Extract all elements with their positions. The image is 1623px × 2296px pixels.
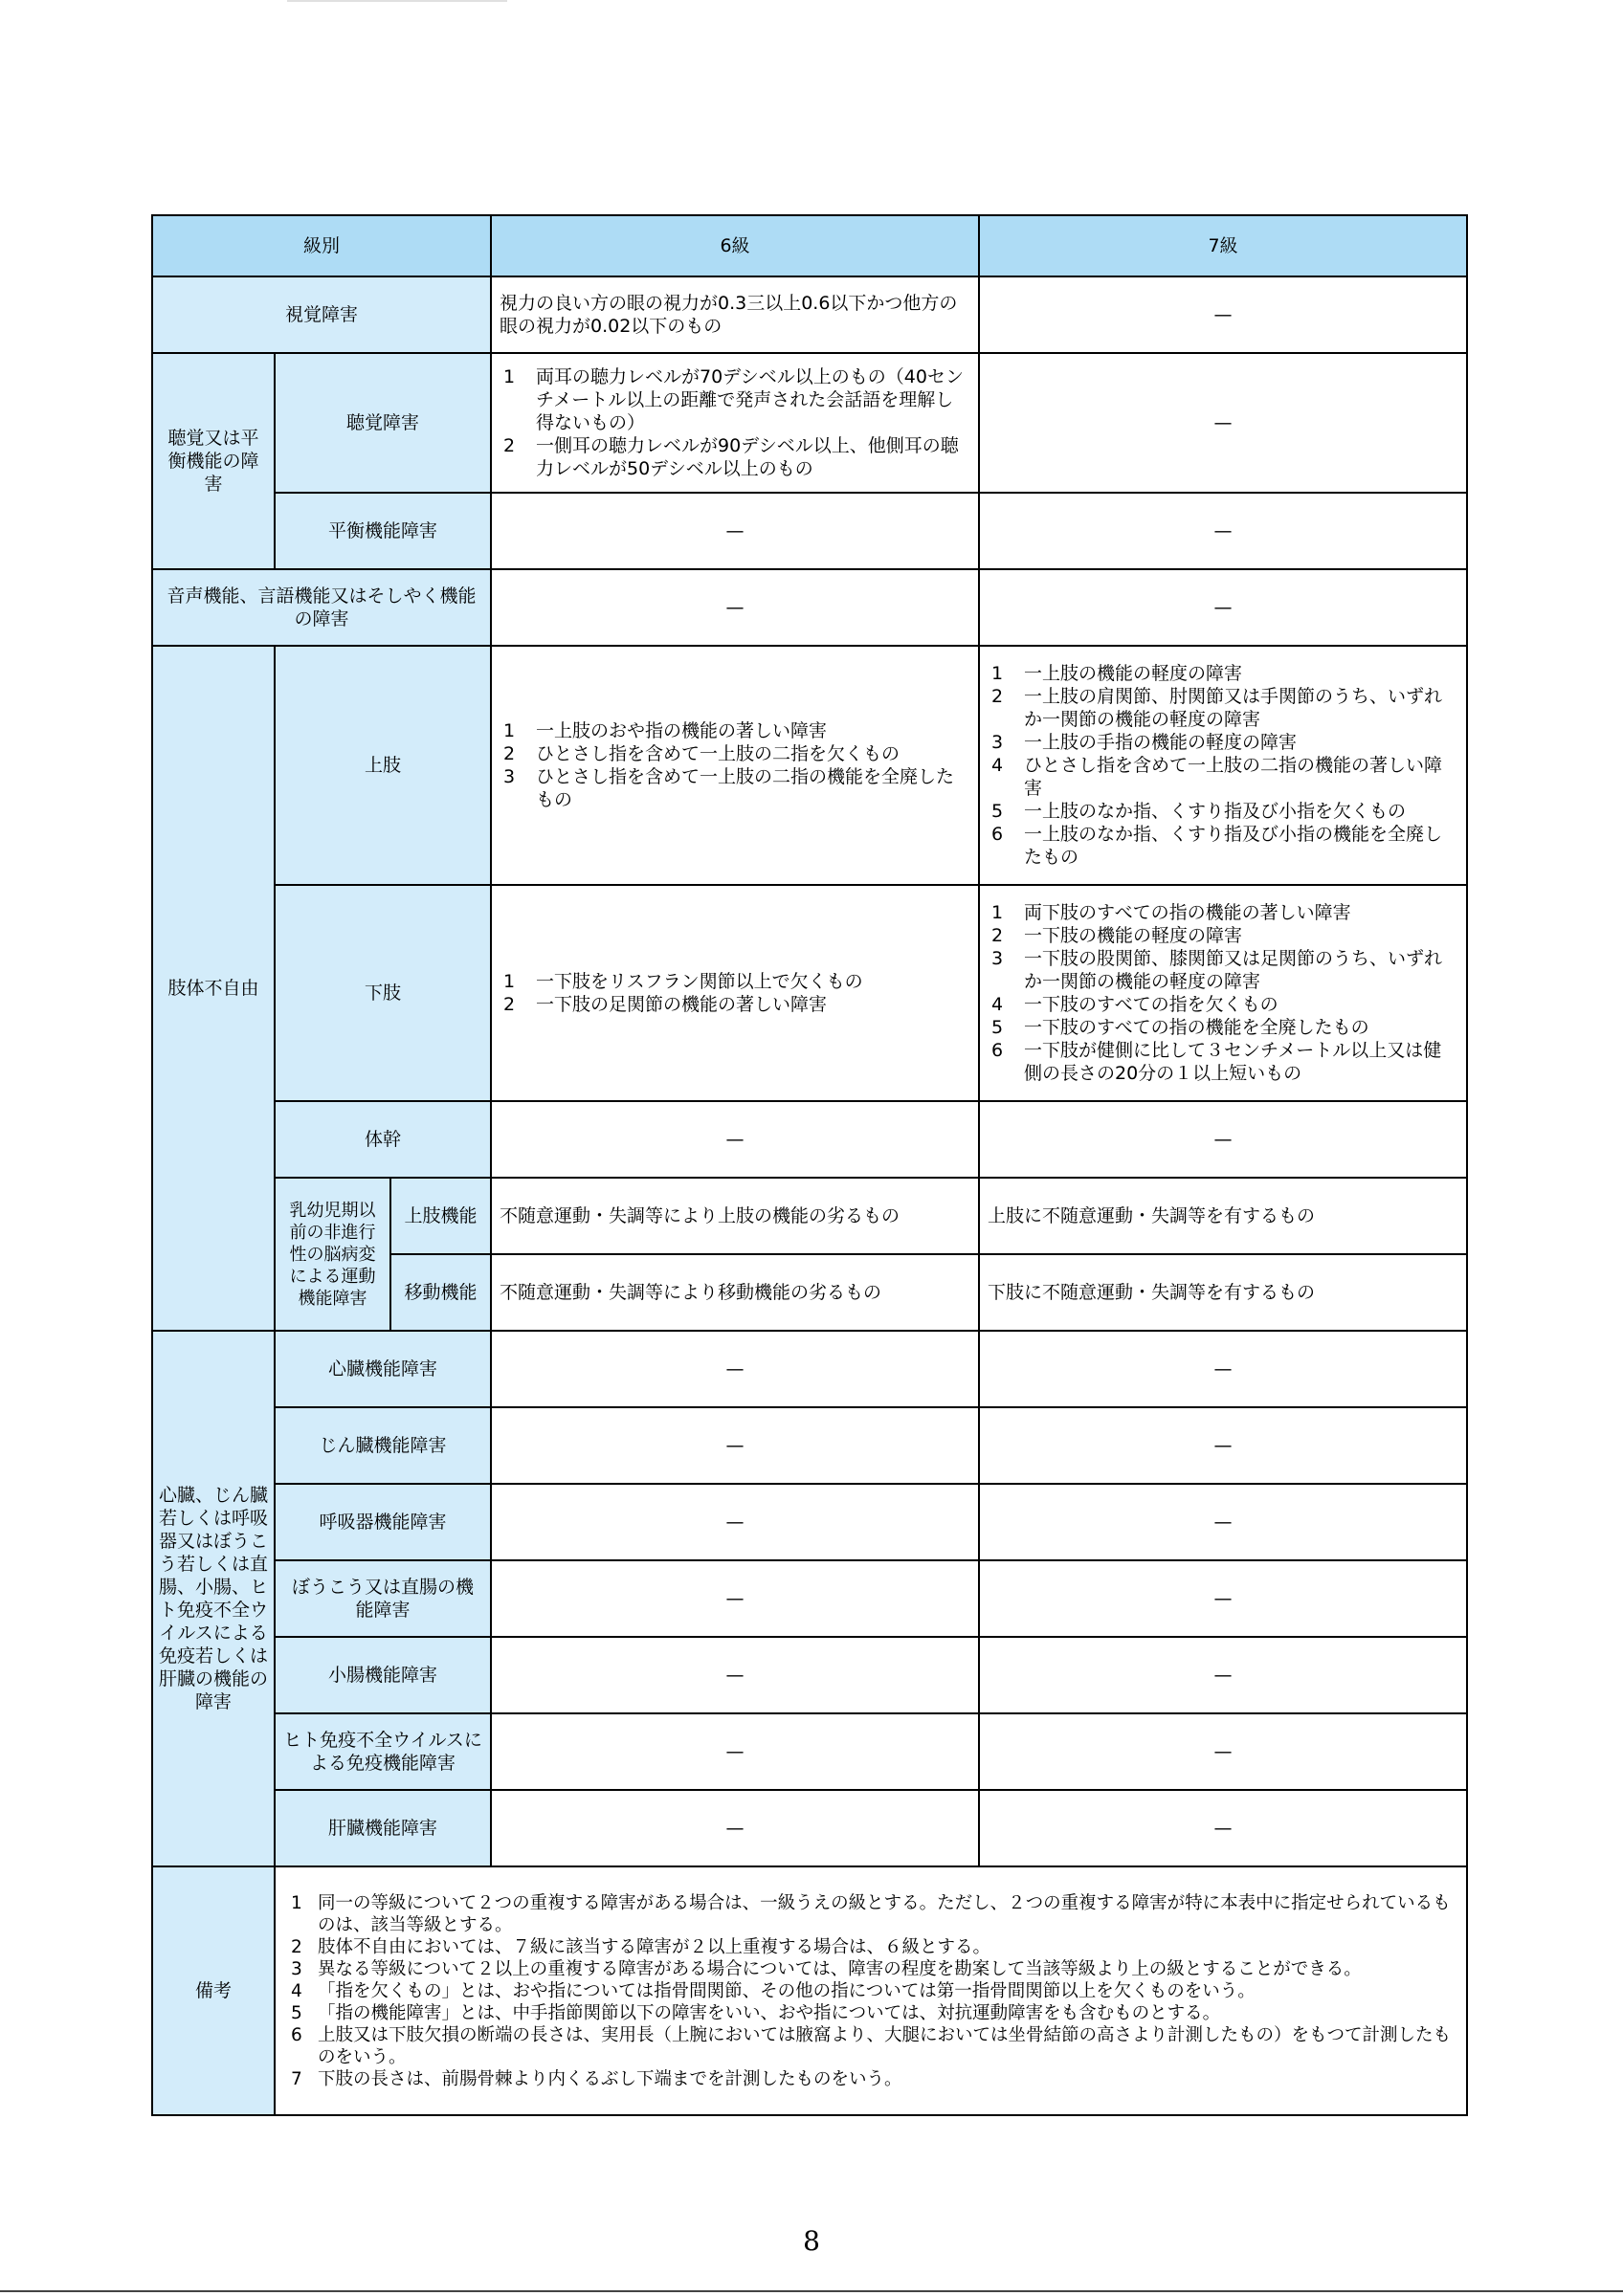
list-item: 3 ひとさし指を含めて一上肢の二指の機能を全廃したもの — [503, 766, 955, 810]
page-number: 8 — [803, 2225, 820, 2257]
balance-label: 平衡機能障害 — [275, 493, 491, 569]
lower-limb-g7 — [979, 885, 1467, 1101]
list-item: 3 一下肢の股関節、膝関節又は足関節のうち、いずれか一関節の機能の軽度の障害 — [991, 948, 1443, 992]
hearing-group-label: 聴覚又は平衡機能の障害 — [152, 353, 275, 569]
bladder-g6: — — [491, 1560, 979, 1637]
cerebral-move-g7: 下肢に不随意運動・失調等を有するもの — [979, 1254, 1467, 1331]
list-item: 1 両耳の聴力レベルが70デシベル以上のもの（40センチメートル以上の距離で発声された会話語を理解し得ないもの） — [503, 366, 964, 433]
vision-g7: — — [979, 276, 1467, 353]
bladder-g7: — — [979, 1560, 1467, 1637]
cerebral-upper-g7: 上肢に不随意運動・失調等を有するもの — [979, 1178, 1467, 1254]
hiv-label: ヒト免疫不全ウイルスによる免疫機能障害 — [275, 1713, 491, 1790]
list-item: 1 一上肢の機能の軽度の障害 — [991, 663, 1243, 684]
cerebral-move-g6: 不随意運動・失調等により移動機能の劣るもの — [491, 1254, 979, 1331]
trunk-g7: — — [979, 1101, 1467, 1178]
bladder-label: ぼうこう又は直腸の機能障害 — [275, 1560, 491, 1637]
respiratory-g6: — — [491, 1484, 979, 1560]
lower-g6-list — [500, 970, 970, 1016]
list-item: 2 ひとさし指を含めて一上肢の二指を欠くもの — [503, 743, 900, 764]
list-item: 3 一上肢の手指の機能の軽度の障害 — [991, 732, 1298, 753]
respiratory-label: 呼吸器機能障害 — [275, 1484, 491, 1560]
list-item: 1 一下肢をリスフラン関節以上で欠くもの — [503, 971, 863, 992]
list-item: 2 一上肢の肩関節、肘関節又は手関節のうち、いずれか一関節の機能の軽度の障害 — [991, 686, 1443, 730]
grade6-header: 6級 — [491, 215, 979, 276]
hiv-g7: — — [979, 1713, 1467, 1790]
respiratory-g7: — — [979, 1484, 1467, 1560]
balance-g7: — — [979, 493, 1467, 569]
vision-label: 視覚障害 — [152, 276, 491, 353]
limb-group-label: 肢体不自由 — [152, 646, 275, 1331]
heart-g7: — — [979, 1331, 1467, 1407]
cerebral-upper-label: 上肢機能 — [390, 1178, 491, 1254]
balance-g6: — — [491, 493, 979, 569]
liver-g6: — — [491, 1790, 979, 1866]
upper-g7-list — [988, 662, 1458, 869]
internal-group-label: 心臓、じん臓若しくは呼吸器又はぼうこう若しくは直腸、小腸、ヒト免疫不全ウイルスによる免疫若しくは肝臓の機能の障害 — [152, 1331, 275, 1866]
liver-g7: — — [979, 1790, 1467, 1866]
upper-limb-label: 上肢 — [275, 646, 491, 885]
remarks-body — [275, 1866, 1467, 2115]
top-edge-mark — [287, 0, 507, 2]
kidney-g6: — — [491, 1407, 979, 1484]
bottom-rule — [0, 2290, 1623, 2292]
list-item: 5 一上肢のなか指、くすり指及び小指を欠くもの — [991, 801, 1407, 822]
list-item: 1 一上肢のおや指の機能の著しい障害 — [503, 720, 828, 741]
upper-g6-list — [500, 719, 970, 811]
heart-g6: — — [491, 1331, 979, 1407]
upper-limb-g6 — [491, 646, 979, 885]
lower-limb-g6 — [491, 885, 979, 1101]
hearing-g6-list — [500, 365, 970, 480]
kidney-label: じん臓機能障害 — [275, 1407, 491, 1484]
cerebral-upper-g6: 不随意運動・失調等により上肢の機能の劣るもの — [491, 1178, 979, 1254]
kidney-g7: — — [979, 1407, 1467, 1484]
upper-limb-g7 — [979, 646, 1467, 885]
hearing-g6 — [491, 353, 979, 493]
list-item: 7 下肢の長さは、前腸骨棘より内くるぶし下端までを計測したものをいう。 — [291, 2068, 902, 2089]
hiv-g6: — — [491, 1713, 979, 1790]
speech-g6: — — [491, 569, 979, 646]
list-item: 3 異なる等級について２以上の重複する障害がある場合については、障害の程度を勘案して当該等級より上の級とすることができる。 — [291, 1958, 1362, 1979]
remarks-label: 備考 — [152, 1866, 275, 2115]
list-item: 2 一下肢の足関節の機能の著しい障害 — [503, 994, 828, 1015]
list-item: 4 ひとさし指を含めて一上肢の二指の機能の著しい障害 — [991, 755, 1443, 799]
list-item: 2 一側耳の聴力レベルが90デシベル以上、他側耳の聴力レベルが50デシベル以上のもの — [503, 435, 959, 479]
vision-g6: 視力の良い方の眼の視力が0.3三以上0.6以下かつ他方の眼の視力が0.02以下のもの — [491, 276, 979, 353]
list-item: 2 一下肢の機能の軽度の障害 — [991, 925, 1243, 946]
trunk-g6: — — [491, 1101, 979, 1178]
list-item: 2 肢体不自由においては、７級に該当する障害が２以上重複する場合は、６級とする。 — [291, 1936, 991, 1957]
heart-label: 心臓機能障害 — [275, 1331, 491, 1407]
list-item: 6 一上肢のなか指、くすり指及び小指の機能を全廃したもの — [991, 824, 1443, 868]
speech-g7: — — [979, 569, 1467, 646]
intestine-g6: — — [491, 1637, 979, 1713]
grade7-header: 7級 — [979, 215, 1467, 276]
hearing-label: 聴覚障害 — [275, 353, 491, 493]
cerebral-group-label: 乳幼児期以前の非進行性の脳病変による運動機能障害 — [275, 1178, 390, 1331]
hearing-g7: — — [979, 353, 1467, 493]
lower-limb-label: 下肢 — [275, 885, 491, 1101]
list-item: 6 上肢又は下肢欠損の断端の長さは、実用長（上腕においては腋窩より、大腿においては坐骨結節の高さより計測したもの）をもつて計測したものをいう。 — [291, 2024, 1452, 2067]
list-item: 6 一下肢が健側に比して３センチメートル以上又は健側の長さの20分の１以上短いもの — [991, 1040, 1442, 1084]
list-item: 5 「指の機能障害」とは、中手指節関節以下の障害をいい、おや指については、対抗運動障害をも含むものとする。 — [291, 2002, 1221, 2023]
intestine-label: 小腸機能障害 — [275, 1637, 491, 1713]
list-item: 1 両下肢のすべての指の機能の著しい障害 — [991, 902, 1351, 923]
disability-grade-table — [151, 214, 1468, 2116]
intestine-g7: — — [979, 1637, 1467, 1713]
lower-g7-list — [988, 901, 1458, 1085]
trunk-label: 体幹 — [275, 1101, 491, 1178]
speech-label: 音声機能、言語機能又はそしやく機能の障害 — [152, 569, 491, 646]
cerebral-move-label: 移動機能 — [390, 1254, 491, 1331]
liver-label: 肝臓機能障害 — [275, 1790, 491, 1866]
list-item: 5 一下肢のすべての指の機能を全廃したもの — [991, 1017, 1369, 1038]
list-item: 4 「指を欠くもの」とは、おや指については指骨間関節、その他の指については第一指骨間関節以上を欠くものをいう。 — [291, 1980, 1256, 2001]
list-item: 4 一下肢のすべての指を欠くもの — [991, 994, 1278, 1015]
grade-label-header: 級別 — [152, 215, 491, 276]
remarks-list — [285, 1892, 1456, 2090]
list-item: 1 同一の等級について２つの重複する障害がある場合は、一級うえの級とする。ただし、２つの重複する障害が特に本表中に指定せられているものは、該当等級とする。 — [291, 1892, 1451, 1935]
